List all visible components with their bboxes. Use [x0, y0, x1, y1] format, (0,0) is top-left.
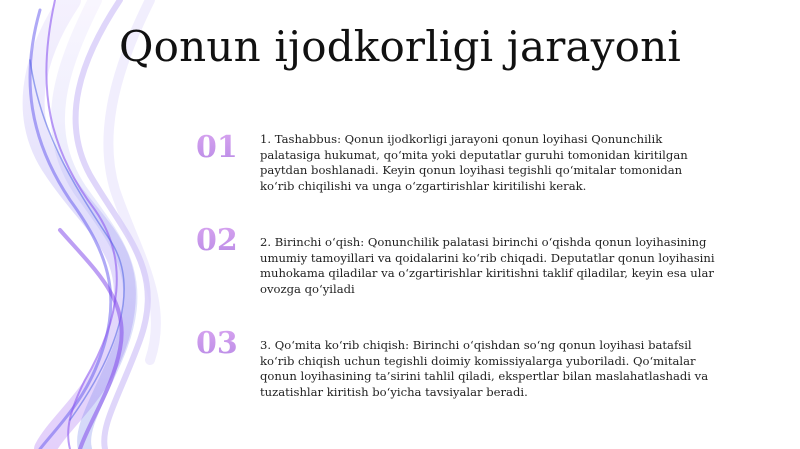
item-number: 02 [196, 223, 256, 258]
item-number: 01 [196, 130, 256, 165]
item-number: 03 [196, 326, 256, 361]
item-text: 1. Tashabbus: Qonun ijodkorligi jarayoni qonun loyihasi Qonunchilik palatasiga hukumat, qo‘mita yoki deputatlar guruhi tomonidan kiritilgan paytdan boshlanadi. Keyin qonun loyihasi tegishli qo‘mitalar tomonidan ko‘rib chiqilishi va unga o‘zgartirishlar kiritilishi kerak. [260, 132, 688, 193]
page-title: Qonun ijodkorligi jarayoni [118, 22, 682, 71]
item-text: 2. Birinchi o‘qish: Qonunchilik palatasi birinchi o‘qishda qonun loyihasining umumiy tamoyillari va qoidalarini ko‘rib chiqadi. Deputatlar qonun loyihasini muhokama qiladilar va o‘zgartirishlar kiritishni taklif qiladilar, keyin esa ular ovozga qo‘yiladi [260, 235, 715, 296]
item-text: 3. Qo‘mita ko‘rib chiqish: Birinchi o‘qishdan so‘ng qonun loyihasi batafsil ko‘rib chiqish uchun tegishli doimiy komissiyalarga yuboriladi. Qo‘mitalar qonun loyihasining ta’sirini tahlil qiladi, ekspertlar bilan maslahatlashadi va tuzatishlar kiritish bo‘yicha tavsiyalar beradi. [260, 338, 709, 399]
